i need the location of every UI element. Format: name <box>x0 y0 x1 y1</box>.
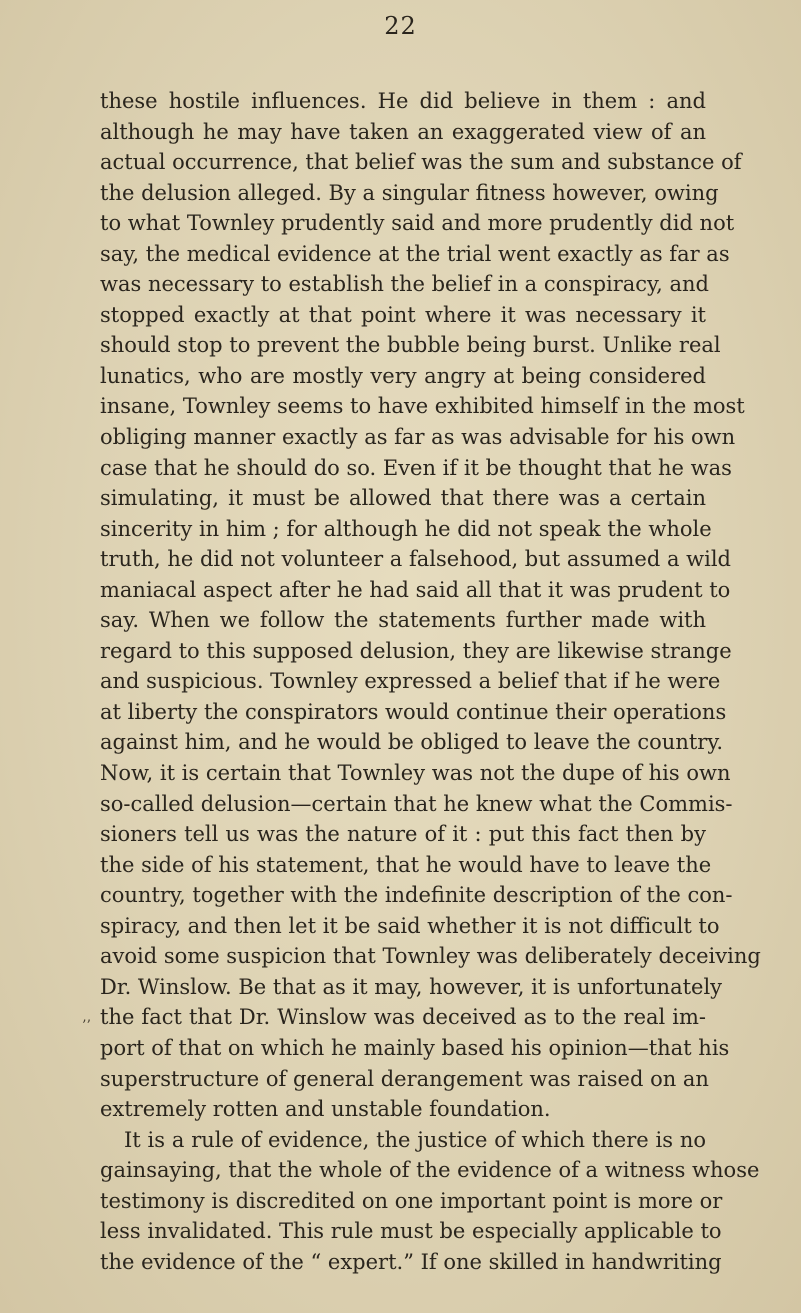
text-line: insane, Townley seems to have exhibited himself in the most <box>100 394 745 419</box>
text-line: should stop to prevent the bubble being burst. Unlike real <box>100 333 721 358</box>
text-line: and suspicious. Townley expressed a belief that if he were <box>100 669 721 694</box>
margin-mark: ’’ <box>82 1018 91 1034</box>
text-line: less invalidated. This rule must be especially applicable to <box>100 1219 722 1244</box>
text-line: spiracy, and then let it be said whether it is not difficult to <box>100 913 720 938</box>
text-line: actual occurrence, that belief was the sum and substance of <box>100 150 742 175</box>
text-line: so-called delusion—certain that he knew what the Commis- <box>100 791 733 816</box>
text-line: these hostile influences. He did believe in them : and <box>100 89 706 113</box>
text-line: lunatics, who are mostly very angry at being considered <box>100 363 706 388</box>
text-line: simulating, it must be allowed that there was a certain <box>100 486 706 511</box>
text-line: the side of his statement, that he would have to leave the <box>100 852 712 877</box>
text-line: It is a rule of evidence, the justice of which there is no <box>124 1127 706 1152</box>
text-line: at liberty the conspirators would continue their operations <box>100 699 727 724</box>
text-line: superstructure of general derangement was raised on an <box>100 1066 709 1091</box>
text-line: say. When we follow the statements further made with <box>100 608 706 633</box>
text-line: maniacal aspect after he had said all that it was prudent to <box>100 577 731 602</box>
text-line: gainsaying, that the whole of the evidence of a witness whose <box>100 1158 760 1183</box>
text-line: extremely rotten and unstable foundation. <box>100 1097 551 1122</box>
body-text <box>100 86 761 1277</box>
text-line: sioners tell us was the nature of it : put this fact then by <box>100 822 706 847</box>
text-line: avoid some suspicion that Townley was deliberately deceiving <box>100 944 761 969</box>
text-line: country, together with the indefinite description of the con- <box>100 883 733 908</box>
text-line: Now, it is certain that Townley was not the dupe of his own <box>100 761 731 786</box>
text-line: to what Townley prudently said and more prudently did not <box>100 211 735 236</box>
text-line: testimony is discredited on one important point is more or <box>100 1188 723 1213</box>
text-line: although he may have taken an exaggerated view of an <box>100 119 706 144</box>
text-line: Dr. Winslow. Be that as it may, however, it is unfortunately <box>100 974 723 999</box>
text-line: case that he should do so. Even if it be thought that he was <box>100 455 732 480</box>
text-line: was necessary to establish the belief in a conspiracy, and <box>100 272 709 297</box>
page-number: 22 <box>384 12 417 40</box>
text-line: against him, and he would be obliged to leave the country. <box>100 730 724 755</box>
text-line: truth, he did not volunteer a falsehood, but assumed a wild <box>100 547 731 572</box>
text-line: the delusion alleged. By a singular fitness however, owing <box>100 180 719 205</box>
text-line: sincerity in him ; for although he did not speak the whole <box>100 516 712 541</box>
text-line: obliging manner exactly as far as was advisable for his own <box>100 425 736 450</box>
text-line: stopped exactly at that point where it was necessary it <box>100 302 706 327</box>
text-line: regard to this supposed delusion, they are likewise strange <box>100 638 732 663</box>
text-line: the fact that Dr. Winslow was deceived as to the real im- <box>100 1005 706 1030</box>
text-line: the evidence of the “ expert.” If one skilled in handwriting <box>100 1249 722 1274</box>
text-line: port of that on which he mainly based his opinion—that his <box>100 1035 730 1060</box>
text-line: say, the medical evidence at the trial went exactly as far as <box>100 241 730 266</box>
